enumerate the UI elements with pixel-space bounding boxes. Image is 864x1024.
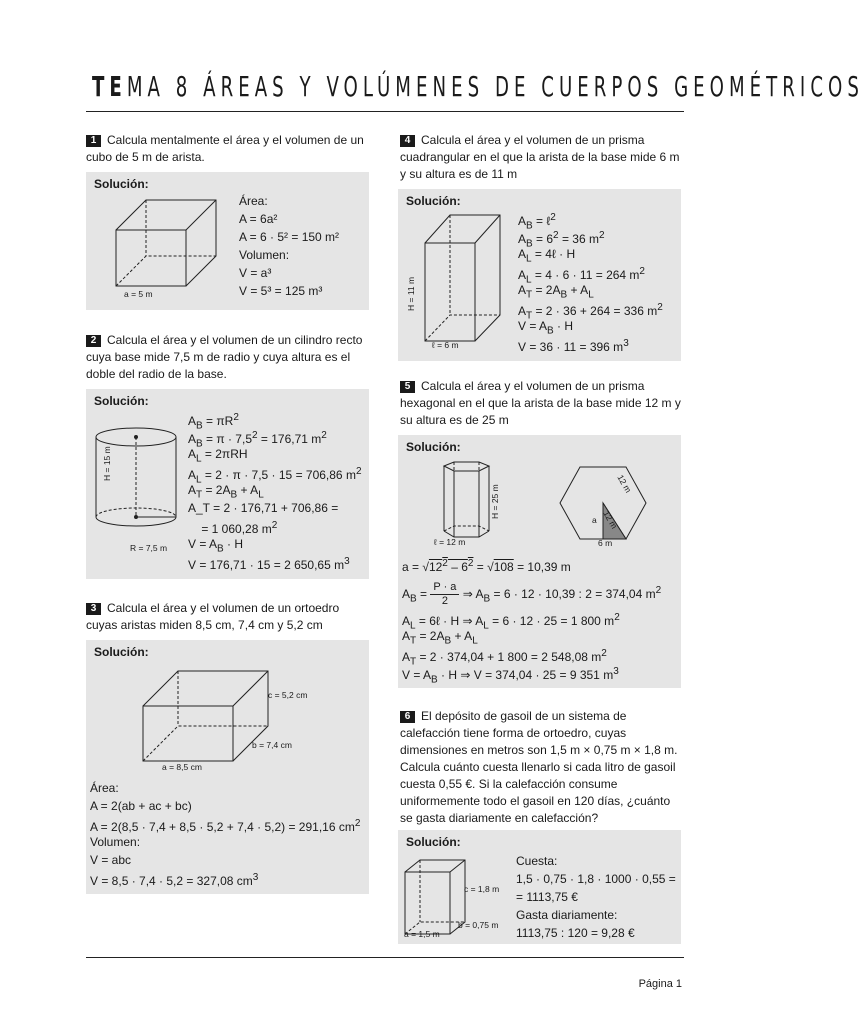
hex-apothem-label: a xyxy=(592,515,597,525)
formula-line: = 1113,75 € xyxy=(516,890,578,904)
problem-number: 4 xyxy=(400,135,415,147)
solution-label: Solución: xyxy=(94,394,149,408)
formula-line: A = 6a² xyxy=(239,212,278,226)
formula-line: $A_T = 2A_B + A_L$ xyxy=(188,483,264,501)
problem-6 xyxy=(400,708,683,827)
formula-line: $A_T = 2 \cdot 374,04 + 1$ 800 = 2 548,08 $m^2$ xyxy=(402,648,607,668)
formula-line: Cuesta: xyxy=(516,854,558,868)
tank-c-label: c = 1,8 m xyxy=(464,884,500,894)
solution-label: Solución: xyxy=(94,177,149,191)
formula-line: = 1 060,28 $m^2$ xyxy=(188,520,278,536)
hex-inner-label: 12 m xyxy=(601,509,620,531)
problem-text: Calcula el área y el volumen de un prisma cuadrangular en el que la arista de la base mide 6 m y su altura es de 11 m xyxy=(400,133,680,181)
formula-line: 1,5 · 0,75 · 1,8 · 1000 · 0,55 = xyxy=(516,872,676,886)
solution-label: Solución: xyxy=(406,835,461,849)
page-title: TEMA 8 ÁREAS Y VOLÚMENES DE CUERPOS GEOMÉTRICOS xyxy=(92,70,864,103)
formula-line: $A_L = 4 \cdot 6 \cdot 11 = 264$ $m^2$ xyxy=(518,266,645,286)
problem-4 xyxy=(400,132,683,183)
problem-text: Calcula el área y el volumen de un cilindro recto cuya base mide 7,5 m de radio y cuya altura es el doble del radio de la base. xyxy=(86,333,363,381)
formula-line: $A_L$ = 4ℓ · H xyxy=(518,247,576,265)
problem-text: Calcula el área y el volumen de un ortoedro cuyas aristas miden 8,5 cm, 7,4 cm y 5,2 cm xyxy=(86,601,340,632)
cuboid-a-label: a = 8,5 cm xyxy=(162,762,202,772)
hex-edge-label: ℓ = 12 m xyxy=(434,537,466,547)
formula-block xyxy=(188,409,362,571)
hex-side-label: 12 m xyxy=(615,473,634,495)
problem-number: 2 xyxy=(86,335,101,347)
formula-line: $A_L = 2\pi RH$ xyxy=(188,447,248,465)
formula-line: Volumen: xyxy=(90,835,141,849)
cuboid-b-label: b = 7,4 cm xyxy=(252,740,292,750)
formula-block xyxy=(402,555,662,686)
formula-line: V = abc xyxy=(90,853,132,867)
problem-text: El depósito de gasoil de un sistema de calefacción tiene forma de ortoedro, cuyas dimensiones en metros son 1,5 m × 0,75 m × 1,8 m. Calcula cuánto cuesta llenarlo si cada litro de gasoil cuesta 0,55 €. Si la calefacción consume uniformemente todo el gasoil en 120 días, ¿cuánto se gasta diariamente en calefacción? xyxy=(400,709,678,825)
solution-1 xyxy=(86,172,369,310)
formula-line: $V = A_B \cdot H$ xyxy=(518,319,574,337)
formula-line: Área: xyxy=(90,781,119,795)
formula-line: $A_T = 2A_B + A_L$ xyxy=(402,629,478,647)
formula-line: V = a³ xyxy=(239,266,272,280)
formula-line: $A_T = 2A_B + A_L$ xyxy=(518,283,594,301)
formula-line: Gasta diariamente: xyxy=(516,908,618,922)
solution-5 xyxy=(398,435,681,688)
formula-line: V = 36 · 11 = 396 $m^3$ xyxy=(518,338,629,354)
cuboid-figure xyxy=(138,668,278,768)
tank-b-label: b = 0,75 m xyxy=(458,920,499,930)
cylinder-height-label: H = 15 m xyxy=(102,446,112,481)
formula-line: $A_B = \pi R^2$ xyxy=(188,412,239,432)
formula-line: $A_L$ = 6ℓ · H ⇒ $A_L = 6 \cdot 12 \cdot 25 = 1$ 800 $m^2$ xyxy=(402,612,620,632)
formula-line: $a = √12^2 - 6^2 = √108 = 10,39$ m xyxy=(402,558,571,574)
formula-block xyxy=(516,852,676,942)
page-number: Página 1 xyxy=(638,978,682,990)
formula-line: $A_B = 6^2 = 36$ $m^2$ xyxy=(518,230,605,250)
formula-line: $V = A_B \cdot H$ ⇒ V = 374,04 · 25 = 9 351 $m^3$ xyxy=(402,666,619,686)
formula-block xyxy=(90,779,360,887)
solution-3 xyxy=(86,640,369,894)
formula-line: V = 176,71 · 15 = 2 650,65 $m^3$ xyxy=(188,556,350,572)
formula-line: A = 2(ab + ac + bc) xyxy=(90,799,192,813)
formula-line: Volumen: xyxy=(239,248,290,262)
title-rule xyxy=(86,111,684,112)
footer-rule xyxy=(86,957,684,958)
prism-edge-label: ℓ = 6 m xyxy=(432,340,459,350)
problem-number: 1 xyxy=(86,135,101,147)
problem-5 xyxy=(400,378,683,429)
prism-height-label: H = 11 m xyxy=(406,276,416,311)
formula-line: $A_B$ = ℓ$^2$ xyxy=(518,212,556,232)
formula-line: V = 5³ = 125 m³ xyxy=(239,284,323,298)
problem-text: Calcula mentalmente el área y el volumen de un cubo de 5 m de arista. xyxy=(86,133,364,164)
formula-line: $V = A_B \cdot H$ xyxy=(188,537,244,555)
cylinder-radius-label: R = 7,5 m xyxy=(130,543,168,553)
formula-line: 1113,75 : 120 = 9,28 € xyxy=(516,926,635,940)
solution-4 xyxy=(398,189,681,361)
problem-text: Calcula el área y el volumen de un prisma hexagonal en el que la arista de la base mide 12 m y su altura es de 25 m xyxy=(400,379,681,427)
formula-line: $A_B = \pi \cdot 7,5^2 = 176,71$ $m^2$ xyxy=(188,430,327,450)
cube-edge-label: a = 5 m xyxy=(124,289,153,299)
formula-block xyxy=(518,209,663,353)
tank-a-label: a = 1,5 m xyxy=(404,929,440,939)
problem-1 xyxy=(86,132,369,166)
solution-6 xyxy=(398,830,681,944)
problem-number: 6 xyxy=(400,711,415,723)
problem-number: 5 xyxy=(400,381,415,393)
problem-2 xyxy=(86,332,369,383)
hex-base-label: 6 m xyxy=(598,538,613,548)
formula-line: V = 8,5 · 7,4 · 5,2 = 327,08 $cm^3$ xyxy=(90,872,259,888)
formula-line: $A_B$ = $\frac{P \cdot a}{2}$ ⇒ $A_B = 6 \cdot 12 \cdot 10,39$ : 2 = 374,04 $m^2$ xyxy=(402,581,662,608)
formula-line: A = 6 · 5² = 150 m² xyxy=(239,230,340,244)
hexagon-base-figure xyxy=(558,465,648,545)
cuboid-c-label: c = 5,2 cm xyxy=(268,690,308,700)
solution-label: Solución: xyxy=(406,194,461,208)
hex-height-label: H = 25 m xyxy=(490,484,500,519)
formula-line: A_T = 2 · 176,71 + 706,86 = xyxy=(188,501,339,515)
formula-line: $A_L = 2 \cdot \pi \cdot 7,5 \cdot 15 = 706,86$ $m^2$ xyxy=(188,466,362,486)
formula-block xyxy=(239,192,339,300)
formula-line: $A_T = 2 \cdot 36 + 264 = 336$ $m^2$ xyxy=(518,302,663,322)
solution-2 xyxy=(86,389,369,579)
fraction: $\frac{P \cdot a}{2}$ xyxy=(430,581,459,608)
cube-figure xyxy=(111,196,221,286)
square-prism-figure xyxy=(420,211,510,346)
problem-number: 3 xyxy=(86,603,101,615)
solution-label: Solución: xyxy=(94,645,149,659)
formula-line: Área: xyxy=(239,194,268,208)
cylinder-figure xyxy=(91,427,181,537)
problem-3 xyxy=(86,600,369,634)
formula-line: A = 2(8,5 · 7,4 + 8,5 · 5,2 + 7,4 · 5,2) = 291,16 $cm^2$ xyxy=(90,818,361,834)
solution-label: Solución: xyxy=(406,440,461,454)
